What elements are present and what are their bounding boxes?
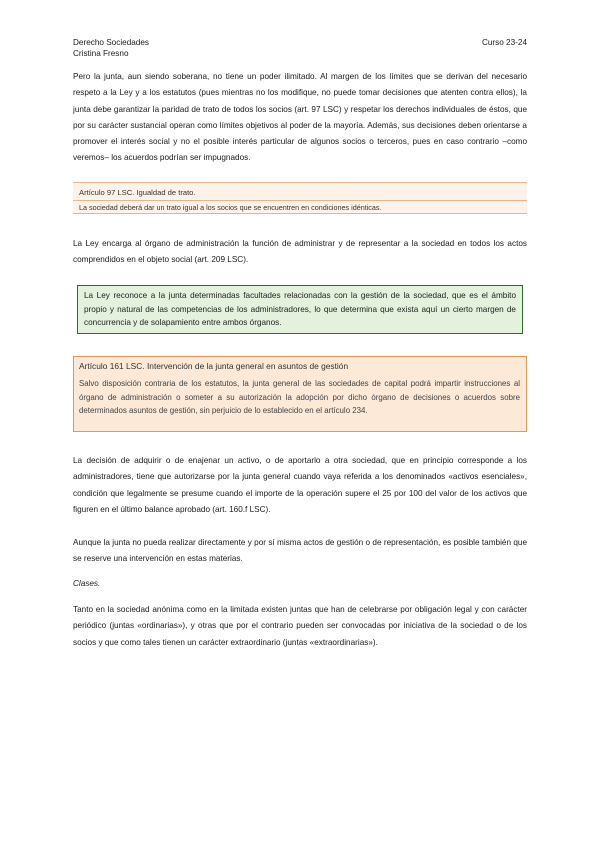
paragraph-activos-esenciales: La decisión de adquirir o de enajenar un activo, o de aportarlo a otra sociedad, que en principio corresponde a los administradores, tiene que autorizarse por la junta general cuando vaya referida a los denominados «activos esenciales», condición que legalmente se presume cuando el importe de la operación supere el 25 por 100 del valor de los activos que figuren en el último balance aprobado (art. 160.f LSC).	[73, 456, 527, 514]
paragraph-intervencion-gestion: Aunque la junta no pueda realizar directamente y por sí misma actos de gestión o de representación, es posible también que se reserve una intervención en estas materias.	[73, 538, 527, 564]
header-course: Derecho Sociedades	[73, 38, 150, 47]
article-161-text: Salvo disposición contraria de los estatutos, la junta general de las sociedades de capital podrá impartir instrucciones al órgano de administración o someter a su autorización la adopción por dicho órgano de decisiones o acuerdos sobre determinados asuntos de gestión, sin perjuicio de lo establecido en el artículo 234.	[79, 379, 520, 415]
article-97-title: Artículo 97 LSC. Igualdad de trato.	[79, 188, 196, 197]
article-161-box	[73, 356, 527, 432]
note-green-text: La Ley reconoce a la junta determinadas facultades relacionadas con la gestión de la sociedad, que es el ámbito propio y natural de las competencias de los administradores, lo que determina que exista aquí un cierto margen de concurrencia y de solapamiento entre ambos órganos.	[84, 291, 516, 327]
article-97-box	[73, 182, 527, 214]
header-author: Cristina Fresno	[73, 49, 129, 58]
header-year: Curso 23-24	[481, 38, 527, 47]
article-161-title: Artículo 161 LSC. Intervención de la junta general en asuntos de gestión	[79, 361, 349, 371]
note-box-green	[77, 285, 523, 334]
article-97-text: La sociedad deberá dar un trato igual a los socios que se encuentren en condiciones idénticas.	[79, 203, 382, 212]
paragraph-junta-limites: Pero la junta, aun siendo soberana, no tiene un poder ilimitado. Al margen de los límites que se derivan del necesario respeto a la Ley y a los estatutos (pues mientras no los modifique, no puede tomar decisiones que atenten contra ellos), la junta debe garantizar la paridad de trato de todos los socios (art. 97 LSC) y respetar los derechos individuales de éstos, que por su carácter sustancial operan como límites objetivos al poder de la mayoría. Además, sus decisiones deben orientarse a promover el interés social y no el posible interés particular de algunos socios o terceros, pues en caso contrario –como veremos– los acuerdos podrían ser impugnados.	[73, 72, 527, 163]
paragraph-organo-administracion: La Ley encarga al órgano de administración la función de administrar y de representar a la sociedad en todos los actos comprendidos en el objeto social (art. 209 LSC).	[73, 239, 527, 265]
paragraph-clases-juntas: Tanto en la sociedad anónima como en la limitada existen juntas que han de celebrarse por obligación legal y con carácter periódico (juntas «ordinarias»), y otras que por el contrario pueden ser convocadas por iniciativa de la sociedad o de los socios y que como tales tienen un carácter extraordinario (juntas «extraordinarias»).	[73, 605, 527, 647]
header-left	[73, 37, 149, 59]
heading-clases: Clases.	[73, 579, 101, 588]
article-97-divider	[73, 200, 527, 201]
